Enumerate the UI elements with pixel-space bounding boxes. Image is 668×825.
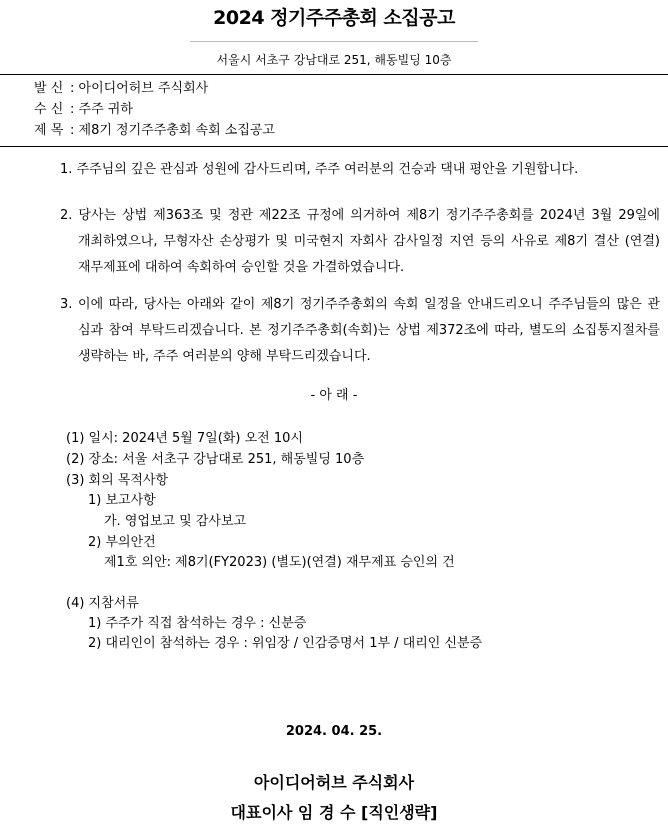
paragraph-1: 1. 주주님의 깊은 관심과 성원에 감사드리며, 주주 여러분의 건승과 댁내 평안을 기원합니다. <box>60 162 579 177</box>
paragraph-2 <box>60 203 660 229</box>
company-address: 서울시 서초구 강남대로 251, 해동빌딩 10층 <box>216 53 452 67</box>
header-subject-key: 제 목 <box>34 123 64 138</box>
paragraph-3-line-2: 심과 참여 부탁드리겠습니다. 본 정기주주총회(속회)는 상법 제372조에 따라, 별도의 소집통지절차를 <box>78 323 660 338</box>
header-recipient-row <box>34 100 133 120</box>
detail-report: 1) 보고사항 <box>88 493 156 508</box>
header-top-rule <box>0 74 668 75</box>
paragraph-3-cont <box>78 318 660 370</box>
paragraph-3 <box>60 292 660 318</box>
detail-datetime: (1) 일시: 2024년 5월 7일(화) 오전 10시 <box>66 431 303 446</box>
ceo-signature: 대표이사 임 경 수 [직인생략] <box>230 803 438 822</box>
paragraph-2-line-1: 2. 당사는 상법 제363조 및 정관 제22조 규정에 의거하여 제8기 정기주주총회를 2024년 3월 29일에 <box>60 208 660 223</box>
header-subject-value: : 제8기 정기주주총회 속회 소집공고 <box>70 123 275 138</box>
detail-purpose: (3) 회의 목적사항 <box>66 473 169 488</box>
paragraph-3-line-1: 3. 이에 따라, 당사는 아래와 같이 제8기 정기주주총회의 속회 일정을 안내드리오니 주주님들의 많은 관 <box>60 297 660 312</box>
header-sender-value: : 아이디어허브 주식회사 <box>70 81 209 96</box>
detail-report-item: 가. 영업보고 및 감사보고 <box>104 514 247 529</box>
detail-resolution: 2) 부의안건 <box>88 535 156 550</box>
paragraph-2-line-3: 재무제표에 대하여 속회하여 승인할 것을 가결하였습니다. <box>78 260 405 275</box>
address-divider <box>190 41 478 42</box>
notice-date: 2024. 04. 25. <box>285 724 383 739</box>
header-subject-row <box>34 121 275 141</box>
below-heading: - 아 래 - <box>310 388 358 403</box>
paragraph-3-line-3: 생략하는 바, 주주 여러분의 양해 부탁드리겠습니다. <box>78 349 371 364</box>
notice-title: 2024 정기주주총회 소집공고 <box>213 7 455 29</box>
detail-resolution-item: 제1호 의안: 제8기(FY2023) (별도)(연결) 재무제표 승인의 건 <box>104 555 455 570</box>
paragraph-2-cont <box>78 229 660 281</box>
header-recipient-key: 수 신 <box>34 102 64 117</box>
detail-doc-1: 1) 주주가 직접 참석하는 경우 : 신분증 <box>88 616 307 631</box>
paragraph-2-line-2: 개최하였으나, 무형자산 손상평가 및 미국현지 자회사 감사일정 지연 등의 사유로 제8기 결산 (연결) <box>78 234 660 249</box>
detail-documents: (4) 지참서류 <box>66 596 139 611</box>
header-bottom-rule <box>0 146 668 147</box>
header-sender-key: 발 신 <box>34 81 64 96</box>
detail-doc-2: 2) 대리인이 참석하는 경우 : 위임장 / 인감증명서 1부 / 대리인 신분증 <box>88 636 483 651</box>
detail-place: (2) 장소: 서울 서초구 강남대로 251, 해동빌딩 10층 <box>66 452 365 467</box>
header-recipient-value: : 주주 귀하 <box>70 102 133 117</box>
header-sender-row <box>34 79 208 99</box>
company-name: 아이디어허브 주식회사 <box>253 773 415 792</box>
